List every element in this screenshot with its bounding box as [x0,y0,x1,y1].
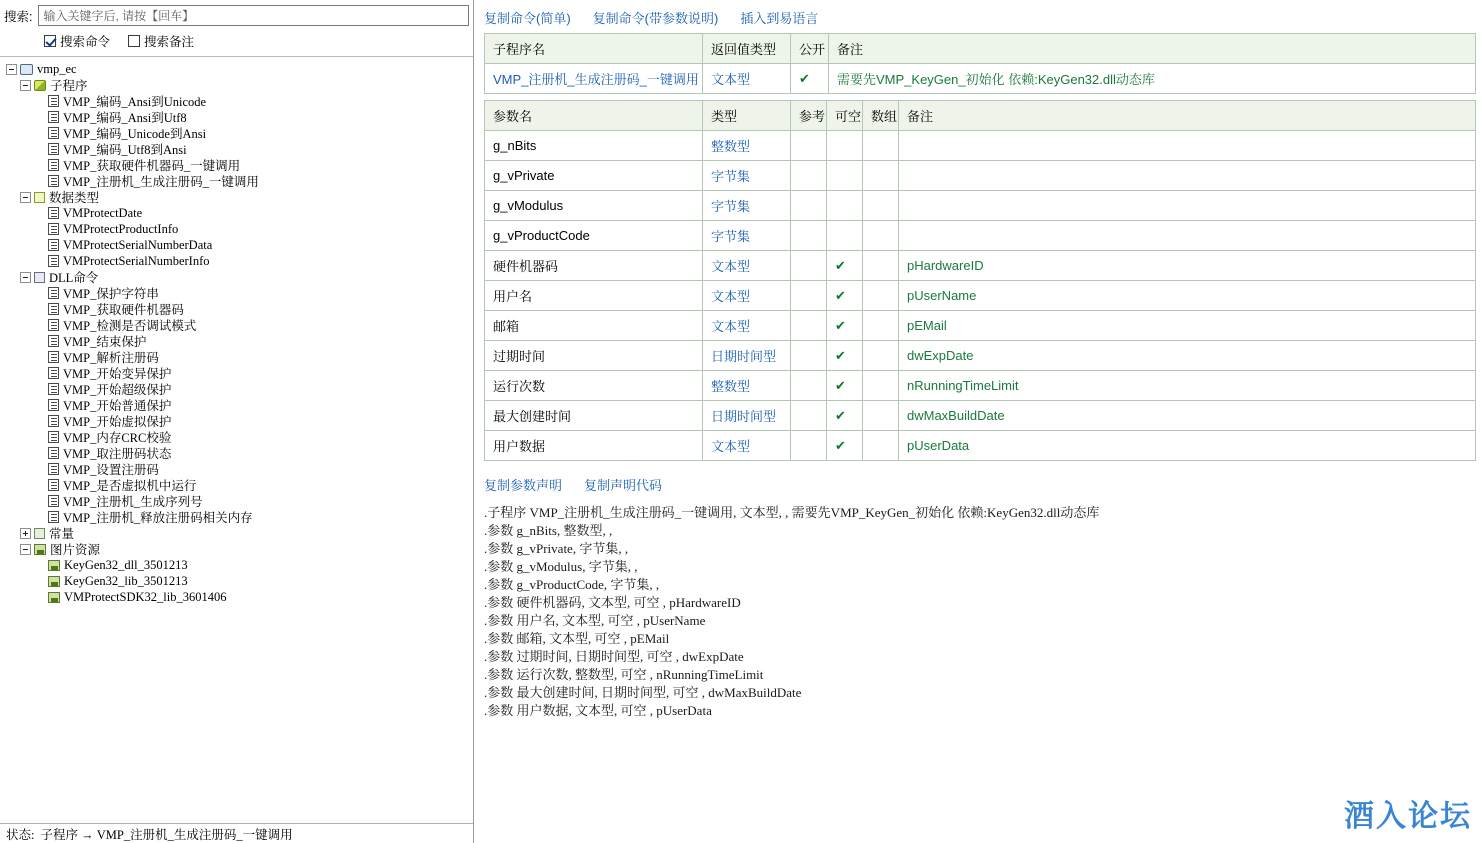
tree-item[interactable] [6,477,473,493]
tree-item-label: VMP_解析注册码 [63,351,159,365]
tree-item-label: VMP_设置注册码 [63,463,159,477]
tree-item[interactable] [6,541,473,557]
code-line: .参数 硬件机器码, 文本型, 可空 , pHardwareID [484,595,741,610]
project-tree[interactable] [0,57,473,823]
param-array [863,341,899,371]
tree-item[interactable] [6,461,473,477]
param-row[interactable] [485,341,1476,371]
datatype-folder-icon [34,192,45,203]
tree-item[interactable] [6,333,473,349]
tree-item-label: VMP_注册机_生成序列号 [63,495,203,509]
param-type: 整数型 [703,131,791,161]
tree-item-label: VMP_内存CRC校验 [63,431,172,445]
code-line: .子程序 VMP_注册机_生成注册码_一键调用, 文本型, , 需要先VMP_KeyGen_初始化 依赖:KeyGen32.dll动态库 [484,505,1100,520]
param-name: 硬件机器码 [485,251,703,281]
param-array [863,281,899,311]
tree-item[interactable] [6,205,473,221]
search-command-checkbox[interactable] [44,32,110,50]
param-ref [791,341,827,371]
param-name: g_vModulus [485,191,703,221]
param-ref [791,371,827,401]
tree-item[interactable] [6,381,473,397]
image-icon [48,560,60,571]
subroutine-name[interactable]: VMP_注册机_生成注册码_一键调用 [485,64,703,94]
param-ref [791,191,827,221]
code-line: .参数 g_vProductCode, 字节集, , [484,577,660,592]
param-row[interactable] [485,311,1476,341]
param-name: g_nBits [485,131,703,161]
tree-item-label: VMP_开始变异保护 [63,367,172,381]
param-remark: pUserData [899,431,1476,461]
collapse-icon[interactable] [20,192,31,203]
tree-item[interactable] [6,253,473,269]
doc-icon [48,287,59,299]
subroutine-public-check-icon: ✔ [791,64,829,94]
checkbox-unchecked-icon[interactable] [128,35,140,47]
subroutine-table [484,33,1476,94]
tree-item-label: VMProtectSerialNumberInfo [63,253,210,268]
param-nullable [827,131,863,161]
tree-item[interactable] [6,573,473,589]
param-row[interactable] [485,431,1476,461]
tree-item-label: VMP_检测是否调试模式 [63,319,197,333]
param-remark: pEMail [899,311,1476,341]
tree-item[interactable] [6,397,473,413]
doc-icon [48,399,59,411]
param-name: 最大创建时间 [485,401,703,431]
code-line: .参数 最大创建时间, 日期时间型, 可空 , dwMaxBuildDate [484,685,802,700]
tree-item-label: VMP_编码_Ansi到Utf8 [63,111,187,125]
doc-icon [48,479,59,491]
tree-item[interactable] [6,93,473,109]
tree-item-label: VMP_编码_Ansi到Unicode [63,95,207,109]
doc-icon [48,255,59,267]
tree-item[interactable] [6,173,473,189]
tree-item[interactable] [6,589,473,605]
param-col-0: 参数名 [485,101,703,131]
doc-icon [48,95,59,107]
image-folder-icon [34,544,46,555]
tree-item-label: VMP_保护字符串 [63,287,159,301]
collapse-icon[interactable] [20,544,31,555]
param-col-3: 可空 [827,101,863,131]
param-array [863,191,899,221]
tree-item[interactable] [6,157,473,173]
param-remark [899,221,1476,251]
param-row[interactable] [485,131,1476,161]
param-name: 用户数据 [485,431,703,461]
doc-icon [48,447,59,459]
doc-icon [48,111,59,123]
param-name: 运行次数 [485,371,703,401]
tree-item[interactable] [6,77,473,93]
doc-icon [48,239,59,251]
param-type: 文本型 [703,431,791,461]
tree-item-label: VMP_取注册码状态 [63,447,172,461]
param-nullable: ✔ [827,281,863,311]
doc-icon [48,463,59,475]
search-input[interactable] [38,5,469,26]
param-type: 文本型 [703,281,791,311]
col-return-type: 返回值类型 [703,34,791,64]
tree-item-label: VMProtectSerialNumberData [63,237,213,252]
subroutine-folder-icon [34,80,46,91]
tree-item[interactable] [6,365,473,381]
doc-icon [48,351,59,363]
doc-icon [48,143,59,155]
param-array [863,401,899,431]
declaration-code-block [474,504,1482,720]
param-ref [791,401,827,431]
tree-item-label: 常量 [49,527,75,541]
left-pane [0,0,474,843]
tree-item-label: VMP_获取硬件机器码_一键调用 [63,159,241,173]
right-pane [474,0,1482,843]
param-name: 用户名 [485,281,703,311]
param-type: 字节集 [703,161,791,191]
tree-item[interactable] [6,509,473,525]
tree-item-label: VMProtectSDK32_lib_3601406 [64,589,227,604]
param-nullable [827,161,863,191]
param-nullable [827,191,863,221]
expand-icon[interactable] [20,528,31,539]
param-array [863,311,899,341]
col-subroutine-name: 子程序名 [485,34,703,64]
param-array [863,431,899,461]
tree-item-label: KeyGen32_dll_3501213 [64,557,188,572]
top-link-1[interactable]: 复制命令(带参数说明) [592,11,719,26]
doc-icon [48,335,59,347]
doc-icon [48,319,59,331]
param-nullable: ✔ [827,371,863,401]
tree-item-label: VMP_开始虚拟保护 [63,415,172,429]
tree-item-label: VMProtectProductInfo [63,221,179,236]
param-row[interactable] [485,221,1476,251]
tree-item-label: VMP_编码_Unicode到Ansi [63,127,207,141]
param-type: 字节集 [703,221,791,251]
tree-item-label: KeyGen32_lib_3501213 [64,573,188,588]
code-line: .参数 运行次数, 整数型, 可空 , nRunningTimeLimit [484,667,764,682]
param-remark: pHardwareID [899,251,1476,281]
tree-item[interactable] [6,557,473,573]
param-type: 整数型 [703,371,791,401]
status-prefix: 状态: [6,827,35,842]
tree-item[interactable] [6,269,473,285]
tree-item-label: DLL命令 [49,271,99,285]
tree-item-label: VMP_结束保护 [63,335,147,349]
watermark: 酒入论坛 [1344,800,1472,833]
collapse-icon[interactable] [20,80,31,91]
doc-icon [48,159,59,171]
doc-icon [48,495,59,507]
col-public: 公开 [791,34,829,64]
param-row[interactable] [485,401,1476,431]
param-type: 日期时间型 [703,341,791,371]
param-array [863,251,899,281]
tree-item-label: VMP_开始超级保护 [63,383,172,397]
param-col-2: 参考 [791,101,827,131]
doc-icon [48,175,59,187]
param-name: g_vProductCode [485,221,703,251]
collapse-icon[interactable] [6,64,17,75]
search-remark-checkbox[interactable] [128,32,194,50]
param-remark: dwMaxBuildDate [899,401,1476,431]
tree-item-label: 数据类型 [49,191,100,205]
param-row[interactable] [485,161,1476,191]
mid-link-1[interactable]: 复制声明代码 [584,478,663,493]
tree-item[interactable] [6,493,473,509]
param-ref [791,251,827,281]
tree-item-label: VMP_注册机_释放注册码相关内存 [63,511,253,525]
tree-item[interactable] [6,141,473,157]
code-line: .参数 用户名, 文本型, 可空 , pUserName [484,613,706,628]
code-line: .参数 邮箱, 文本型, 可空 , pEMail [484,631,670,646]
doc-icon [48,367,59,379]
tree-item[interactable] [6,445,473,461]
tree-item-label: VMP_编码_Utf8到Ansi [63,143,187,157]
code-line: .参数 过期时间, 日期时间型, 可空 , dwExpDate [484,649,744,664]
param-type: 文本型 [703,251,791,281]
subroutine-return-type: 文本型 [703,64,791,94]
tree-item-label: VMP_获取硬件机器码 [63,303,184,317]
collapse-icon[interactable] [20,272,31,283]
search-options [0,30,473,57]
param-ref [791,161,827,191]
subroutine-row[interactable] [485,64,1476,94]
top-action-links [474,0,1482,33]
mid-link-0[interactable]: 复制参数声明 [484,478,563,493]
param-nullable: ✔ [827,401,863,431]
doc-icon [48,511,59,523]
search-label: 搜索: [4,9,33,24]
param-array [863,371,899,401]
param-nullable [827,221,863,251]
param-nullable: ✔ [827,311,863,341]
tree-item-label: VMP_注册机_生成注册码_一键调用 [63,175,259,189]
param-row[interactable] [485,371,1476,401]
param-array [863,131,899,161]
tree-item[interactable] [6,525,473,541]
tree-item-label: VMP_是否虚拟机中运行 [63,479,197,493]
parameter-header-row [485,101,1476,131]
subroutine-remark: 需要先VMP_KeyGen_初始化 依赖:KeyGen32.dll动态库 [829,64,1476,94]
param-ref [791,221,827,251]
tree-item[interactable] [6,109,473,125]
param-remark: nRunningTimeLimit [899,371,1476,401]
tree-item-label: VMProtectDate [63,205,143,220]
param-type: 字节集 [703,191,791,221]
top-link-0[interactable]: 复制命令(简单) [484,11,571,26]
top-link-2[interactable]: 插入到易语言 [740,11,819,26]
code-line: .参数 g_vPrivate, 字节集, , [484,541,629,556]
tree-item[interactable] [6,429,473,445]
dll-folder-icon [34,272,45,283]
doc-icon [48,303,59,315]
param-remark [899,161,1476,191]
const-folder-icon [34,528,45,539]
doc-icon [48,431,59,443]
param-row[interactable] [485,191,1476,221]
image-icon [48,576,60,587]
search-remark-label: 搜索备注 [144,35,195,49]
parameter-table [484,100,1476,461]
tree-item[interactable] [6,221,473,237]
doc-icon [48,223,59,235]
tree-item[interactable] [6,301,473,317]
tree-item-label: VMP_开始普通保护 [63,399,172,413]
param-ref [791,311,827,341]
tree-item[interactable] [6,237,473,253]
status-bar [0,823,473,843]
checkbox-checked-icon[interactable] [44,35,56,47]
param-array [863,221,899,251]
doc-icon [48,127,59,139]
status-text: 子程序 → VMP_注册机_生成注册码_一键调用 [40,827,293,842]
param-remark: pUserName [899,281,1476,311]
tree-item[interactable] [6,125,473,141]
param-nullable: ✔ [827,251,863,281]
param-remark: dwExpDate [899,341,1476,371]
param-type: 日期时间型 [703,401,791,431]
param-ref [791,431,827,461]
doc-icon [48,383,59,395]
param-remark [899,131,1476,161]
param-row[interactable] [485,281,1476,311]
subroutine-header-row [485,34,1476,64]
tree-item[interactable] [6,285,473,301]
param-type: 文本型 [703,311,791,341]
tree-item[interactable] [6,349,473,365]
param-nullable: ✔ [827,341,863,371]
tree-item-label: 子程序 [50,79,88,93]
param-col-5: 备注 [899,101,1476,131]
tree-item[interactable] [6,413,473,429]
tree-item-label: 图片资源 [50,543,101,557]
tree-item[interactable] [6,317,473,333]
param-name: g_vPrivate [485,161,703,191]
param-col-1: 类型 [703,101,791,131]
param-array [863,161,899,191]
search-row [0,0,473,30]
param-name: 过期时间 [485,341,703,371]
param-col-4: 数组 [863,101,899,131]
code-line: .参数 用户数据, 文本型, 可空 , pUserData [484,703,712,718]
code-line: .参数 g_nBits, 整数型, , [484,523,613,538]
param-ref [791,281,827,311]
doc-icon [48,207,59,219]
tree-item[interactable] [6,189,473,205]
mid-action-links [474,461,1482,504]
param-remark [899,191,1476,221]
code-line: .参数 g_vModulus, 字节集, , [484,559,638,574]
param-name: 邮箱 [485,311,703,341]
tree-item[interactable] [6,61,473,77]
doc-icon [48,415,59,427]
param-row[interactable] [485,251,1476,281]
param-nullable: ✔ [827,431,863,461]
tree-item-label: vmp_ec [37,61,77,76]
col-remark: 备注 [829,34,1476,64]
param-ref [791,131,827,161]
root-icon [20,64,33,75]
search-command-label: 搜索命令 [60,35,111,49]
image-icon [48,592,60,603]
subroutine-table-wrap [474,33,1482,461]
